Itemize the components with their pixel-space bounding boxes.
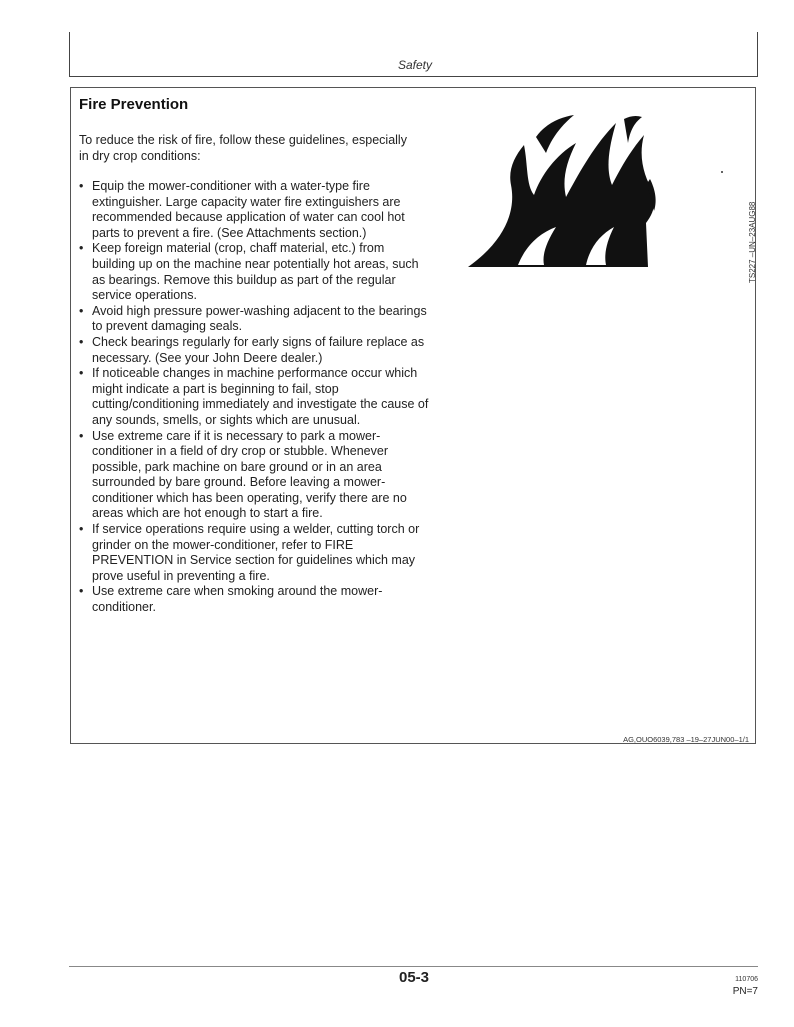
mark-dot	[721, 171, 723, 173]
reference-code: AG,OUO6039,783 –19–27JUN00–1/1	[623, 735, 749, 744]
section-title: Safety	[397, 58, 433, 72]
guideline-list	[79, 179, 429, 616]
list-item: • If service operations require using a welder, cutting torch or grinder on the mower-conditioner, refer to FIRE PREVENTION in Service section for guidelines which may prove useful in preventing a fire.	[79, 522, 429, 584]
illustration-code: TS227 –UN–23AUG88	[748, 201, 757, 283]
page-number: 05-3	[398, 969, 430, 986]
list-item: • Use extreme care if it is necessary to park a mower-conditioner in a field of dry crop or stubble. Whenever possible, park machine on bare ground or in an area surrounded by bare ground. Before leaving a mower-conditioner which has been operating, verify there are no areas which are hot enough to start a fire.	[79, 429, 429, 523]
fire-icon	[466, 115, 686, 270]
footer-pn: PN=7	[732, 986, 758, 997]
list-item: • If noticeable changes in machine performance occur which might indicate a part is beginning to fail, stop cutting/conditioning immediately and investigate the cause of any sounds, smells, or sights which are unusual.	[79, 366, 429, 428]
list-item: • Use extreme care when smoking around the mower-conditioner.	[79, 584, 429, 615]
article-title: Fire Prevention	[79, 96, 189, 113]
article-intro: To reduce the risk of fire, follow these guidelines, especially in dry crop conditions:	[79, 133, 407, 163]
footer-code: 110706	[735, 976, 758, 983]
header-rule	[69, 76, 758, 77]
footer-rule	[69, 966, 758, 967]
list-item: • Keep foreign material (crop, chaff material, etc.) from building up on the machine near potentially hot areas, such as bearings. Remove this buildup as part of the regular service operations.	[79, 241, 429, 303]
list-item: • Avoid high pressure power-washing adjacent to the bearings to prevent damaging seals.	[79, 304, 429, 335]
list-item: • Equip the mower-conditioner with a water-type fire extinguisher. Large capacity water fire extinguishers are recommended because application of water can cool hot parts to prevent a fire. (See Attachments section.)	[79, 179, 429, 241]
list-item: • Check bearings regularly for early signs of failure replace as necessary. (See your John Deere dealer.)	[79, 335, 429, 366]
